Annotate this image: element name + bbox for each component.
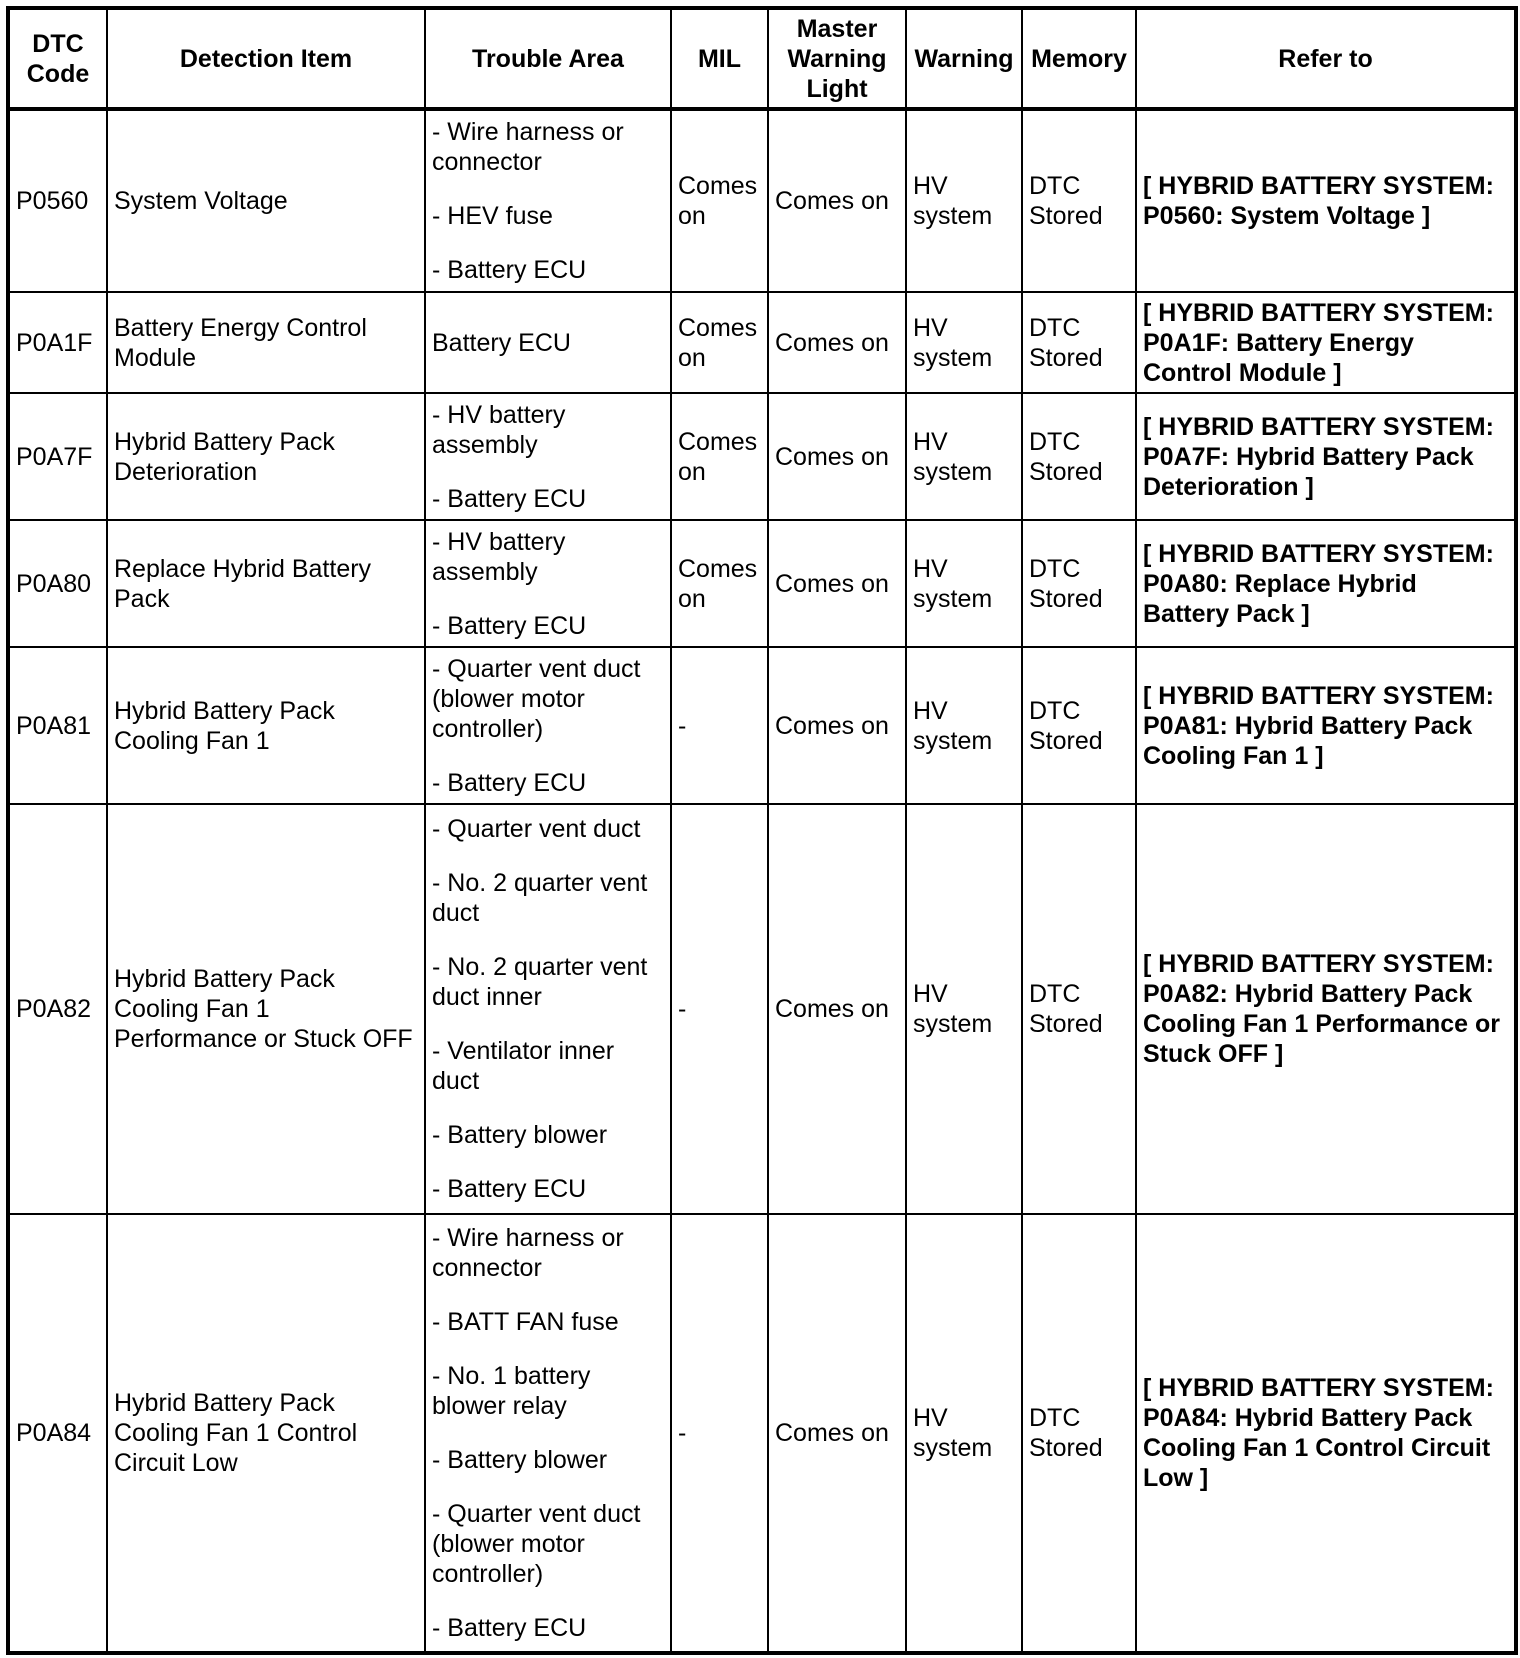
memory-cell: DTC Stored [1022,393,1136,520]
dtc-code-cell: P0560 [8,109,107,292]
trouble-area-item: - No. 1 battery blower relay [432,1362,591,1420]
memory-cell: DTC Stored [1022,1214,1136,1653]
table-row [8,804,1516,1214]
warning-cell: HV system [906,520,1022,647]
mil-cell: Comes on [671,520,768,647]
header-memory: Memory [1022,8,1136,109]
trouble-area-cell [425,393,671,520]
header-refer-to: Refer to [1136,8,1516,109]
table-row [8,520,1516,647]
trouble-area-item: - No. 2 quarter vent duct inner [432,953,648,1011]
trouble-area-cell [425,804,671,1214]
memory-cell: DTC Stored [1022,647,1136,804]
mil-cell: - [671,1214,768,1653]
dtc-code-cell: P0A7F [8,393,107,520]
dtc-code-cell: P0A81 [8,647,107,804]
header-mil: MIL [671,8,768,109]
trouble-area-item: - Battery ECU [432,1614,587,1642]
detection-item-cell: Hybrid Battery Pack Cooling Fan 1 [107,647,425,804]
detection-item-cell: Battery Energy Control Module [107,292,425,393]
trouble-area-cell [425,292,671,393]
trouble-area-cell [425,1214,671,1653]
trouble-area-cell [425,520,671,647]
trouble-area-item: - Ventilator inner duct [432,1037,615,1095]
mil-cell: - [671,804,768,1214]
detection-item-cell: Hybrid Battery Pack Deterioration [107,393,425,520]
detection-item-cell: Hybrid Battery Pack Cooling Fan 1 Performance or Stuck OFF [107,804,425,1214]
trouble-area-item: - HV battery assembly [432,400,566,459]
refer-to-cell[interactable]: [ HYBRID BATTERY SYSTEM: P0A7F: Hybrid Battery Pack Deterioration ] [1136,393,1516,520]
table-row [8,647,1516,804]
header-trouble-area: Trouble Area [425,8,671,109]
memory-cell: DTC Stored [1022,804,1136,1214]
warning-cell: HV system [906,1214,1022,1653]
master-warning-light-cell: Comes on [768,804,906,1214]
trouble-area-item: - Battery ECU [432,484,587,513]
master-warning-light-cell: Comes on [768,1214,906,1653]
table-row [8,393,1516,520]
master-warning-light-cell: Comes on [768,393,906,520]
table-row [8,1214,1516,1653]
table-row [8,109,1516,292]
trouble-area-item: - Battery blower [432,1446,608,1474]
header-dtc-code: DTC Code [8,8,107,109]
mil-cell: Comes on [671,393,768,520]
warning-cell: HV system [906,292,1022,393]
refer-to-cell[interactable]: [ HYBRID BATTERY SYSTEM: P0A80: Replace Hybrid Battery Pack ] [1136,520,1516,647]
trouble-area-item: - Battery ECU [432,768,587,797]
refer-to-cell[interactable]: [ HYBRID BATTERY SYSTEM: P0A81: Hybrid Battery Pack Cooling Fan 1 ] [1136,647,1516,804]
trouble-area-item: - Quarter vent duct (blower motor controller) [432,654,641,743]
trouble-area-item: - No. 2 quarter vent duct [432,869,648,927]
refer-to-cell[interactable]: [ HYBRID BATTERY SYSTEM: P0560: System Voltage ] [1136,109,1516,292]
trouble-area-cell [425,647,671,804]
trouble-area-item: - Battery ECU [432,1175,587,1203]
trouble-area-item: - HV battery assembly [432,527,566,586]
master-warning-light-cell: Comes on [768,292,906,393]
mil-cell: Comes on [671,109,768,292]
trouble-area-item: - Battery blower [432,1121,608,1149]
master-warning-light-cell: Comes on [768,520,906,647]
refer-to-cell[interactable]: [ HYBRID BATTERY SYSTEM: P0A1F: Battery Energy Control Module ] [1136,292,1516,393]
warning-cell: HV system [906,804,1022,1214]
dtc-code-cell: P0A84 [8,1214,107,1653]
mil-cell: Comes on [671,292,768,393]
detection-item-cell: System Voltage [107,109,425,292]
mil-cell: - [671,647,768,804]
memory-cell: DTC Stored [1022,109,1136,292]
warning-cell: HV system [906,109,1022,292]
trouble-area-item: - HEV fuse [432,202,553,230]
dtc-code-cell: P0A80 [8,520,107,647]
detection-item-cell: Hybrid Battery Pack Cooling Fan 1 Control Circuit Low [107,1214,425,1653]
header-warning: Warning [906,8,1022,109]
trouble-area-item: - Wire harness or connector [432,118,624,176]
memory-cell: DTC Stored [1022,292,1136,393]
trouble-area-item: - Battery ECU [432,256,587,284]
master-warning-light-cell: Comes on [768,109,906,292]
master-warning-light-cell: Comes on [768,647,906,804]
table-body [8,109,1516,1653]
refer-to-cell[interactable]: [ HYBRID BATTERY SYSTEM: P0A84: Hybrid Battery Pack Cooling Fan 1 Control Circuit Low ] [1136,1214,1516,1653]
table-header [8,8,1516,109]
dtc-code-cell: P0A82 [8,804,107,1214]
trouble-area-item: Battery ECU [432,328,571,357]
trouble-area-item: - Wire harness or connector [432,1224,624,1282]
header-master-warning-light: Master Warning Light [768,8,906,109]
refer-to-cell[interactable]: [ HYBRID BATTERY SYSTEM: P0A82: Hybrid Battery Pack Cooling Fan 1 Performance or Stuck OFF ] [1136,804,1516,1214]
dtc-table [6,6,1518,1655]
memory-cell: DTC Stored [1022,520,1136,647]
table-row [8,292,1516,393]
header-row [8,8,1516,109]
header-detection-item: Detection Item [107,8,425,109]
dtc-code-cell: P0A1F [8,292,107,393]
trouble-area-item: - Battery ECU [432,611,587,640]
trouble-area-item: - BATT FAN fuse [432,1308,619,1336]
trouble-area-cell [425,109,671,292]
warning-cell: HV system [906,647,1022,804]
warning-cell: HV system [906,393,1022,520]
trouble-area-item: - Quarter vent duct (blower motor controller) [432,1500,641,1588]
trouble-area-item: - Quarter vent duct [432,815,641,843]
detection-item-cell: Replace Hybrid Battery Pack [107,520,425,647]
